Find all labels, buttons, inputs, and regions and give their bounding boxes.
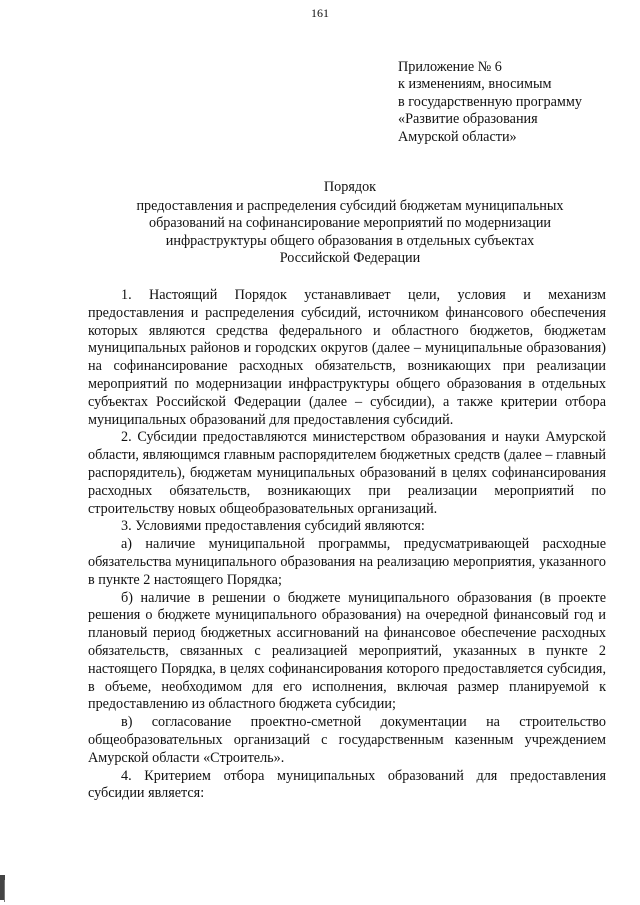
title-line: образований на софинансирование мероприятий по модернизации bbox=[148, 215, 552, 232]
document-body bbox=[88, 287, 606, 803]
appendix-line: к изменениям, вносимым bbox=[398, 76, 552, 93]
paragraph-3a: а) наличие муниципальной программы, предусматривающей расходные обязательства муниципального образования на реализацию мероприятия, указанного в пункте 2 настоящего Порядка; bbox=[88, 536, 606, 588]
appendix-header bbox=[398, 59, 628, 146]
title-line: инфраструктуры общего образования в отдельных субъектах bbox=[165, 232, 535, 249]
paragraph-3: 3. Условиями предоставления субсидий являются: bbox=[121, 518, 425, 535]
appendix-line: в государственную программу bbox=[398, 93, 582, 110]
paragraph-3c: в) согласование проектно-сметной документации на строительство общеобразовательных организаций с государственным казенным учреждением Амурской области «Строитель». bbox=[88, 714, 606, 766]
paragraph-4: 4. Критерием отбора муниципальных образований для предоставления субсидии является: bbox=[88, 767, 606, 802]
scan-edge-line bbox=[4, 880, 5, 902]
title-line: Российской Федерации bbox=[279, 250, 421, 267]
paragraph-1: 1. Настоящий Порядок устанавливает цели, условия и механизм предоставления и распределения субсидий, источником финансового обеспечения которых являются средства федерального и областного бюджетов, бюджетам муниципальных районов и городских округов (далее – муниципальные образования) на софинансирование расходных обязательств, возникающих при реализации мероприятий по модернизации инфраструктуры общего образования в отдельных субъектах Российской Федерации (далее – субсидии), а также критерии отбора муниципальных образований для предоставления субсидий. bbox=[88, 287, 606, 428]
paragraph-2: 2. Субсидии предоставляются министерством образования и науки Амурской области, являющимся главным распорядителем бюджетных средств (далее – главный распорядитель), бюджетам муниципальных образований в целях софинансирования расходных обязательств, возникающих при реализации мероприятий по строительству новых общеобразовательных организаций. bbox=[88, 429, 606, 517]
appendix-line: «Развитие образования bbox=[398, 111, 538, 128]
document-title bbox=[80, 179, 620, 268]
title-heading: Порядок bbox=[323, 179, 377, 195]
appendix-line: Приложение № 6 bbox=[398, 59, 502, 75]
paragraph-3b: б) наличие в решении о бюджете муниципального образования (в проекте решения о бюджете муниципального образования) на очередной финансовый год и плановый период бюджетных ассигнований на финансовое обеспечение расходных обязательств, связанных с реализацией мероприятий, указанных в пункте 2 настоящего Порядка, в целях софинансирования которого предоставляется субсидия, в объеме, необходимом для его исполнения, включая размер планируемой к предоставлению из областного бюджета субсидии; bbox=[88, 589, 606, 713]
appendix-line: Амурской области» bbox=[398, 128, 517, 145]
page-number: 161 bbox=[311, 6, 329, 20]
title-line: предоставления и распределения субсидий бюджетам муниципальных bbox=[136, 197, 564, 214]
